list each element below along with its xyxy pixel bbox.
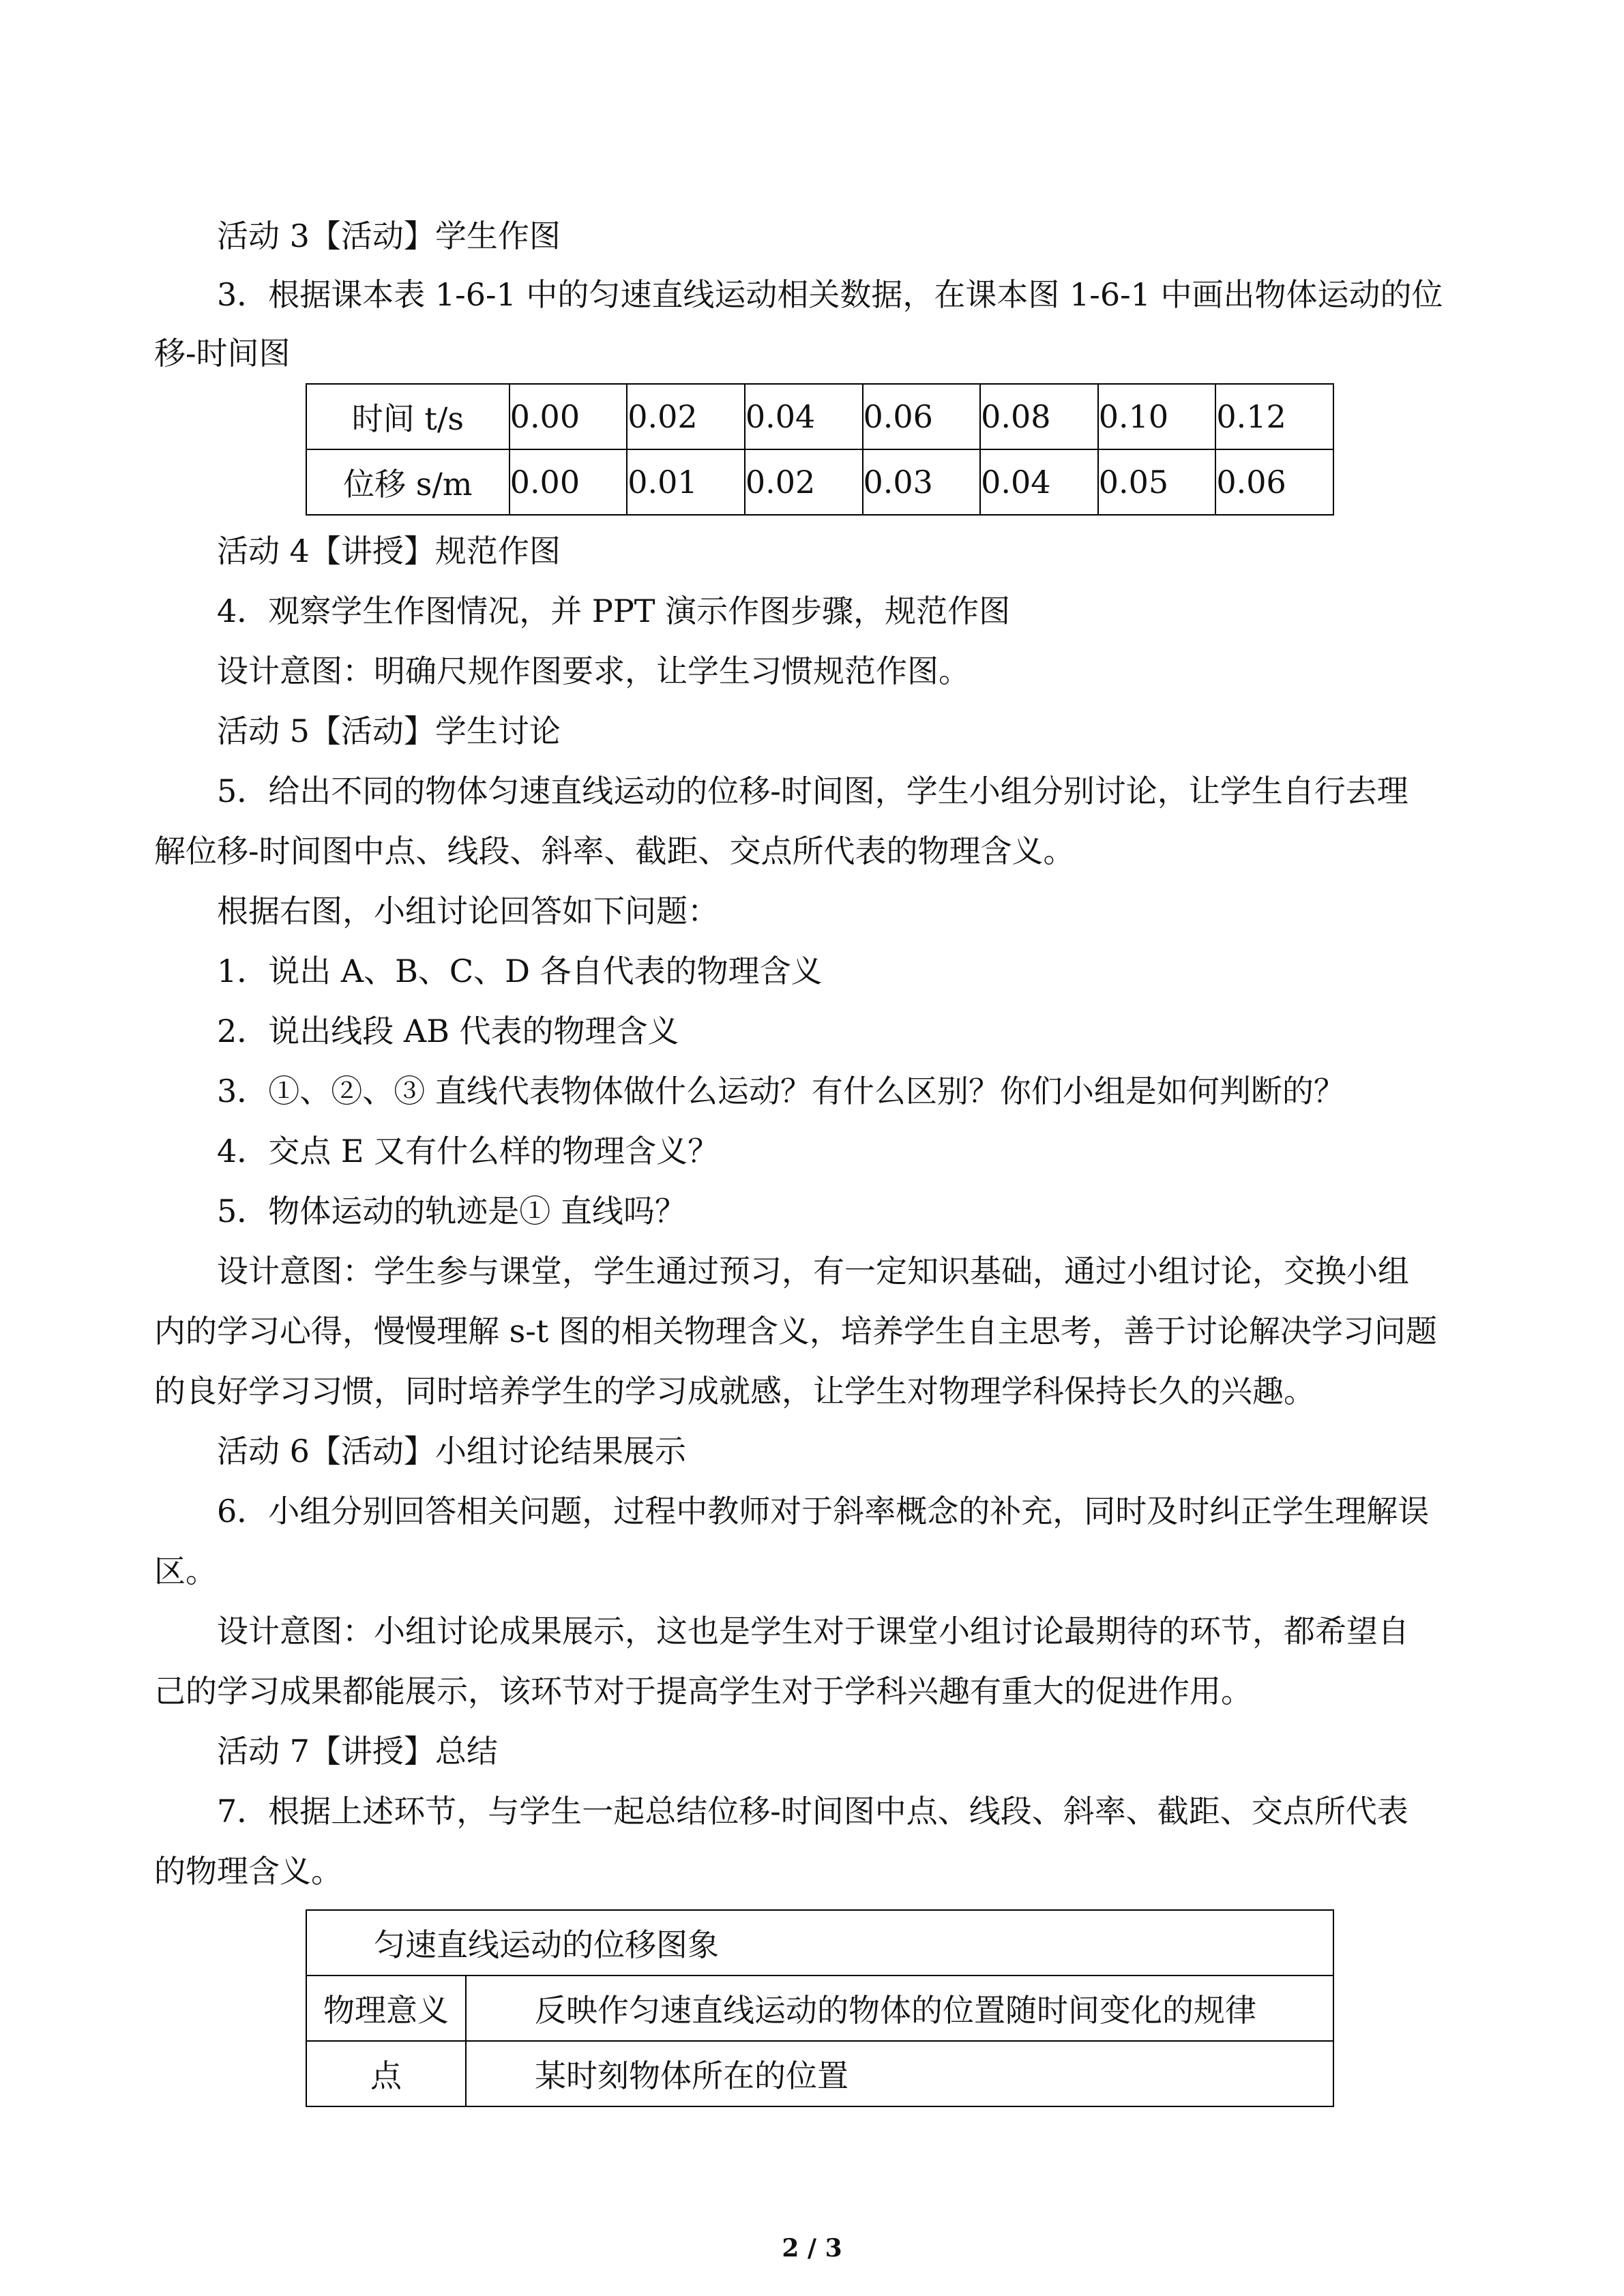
table-row bbox=[306, 2041, 1333, 2106]
page-number: 2 / 3 bbox=[782, 2234, 842, 2263]
row-text: 反映作匀速直线运动的物体的位置随时间变化的规律 bbox=[466, 1976, 1333, 2041]
design-intent-2-cont: 内的学习心得，慢慢理解 s-t 图的相关物理含义，培养学生自主思考，善于讨论解决学习问题 bbox=[154, 1313, 1437, 1350]
table-cell: 0.00 bbox=[510, 384, 628, 449]
time-displacement-table bbox=[306, 383, 1334, 516]
table-cell: 0.08 bbox=[980, 384, 1098, 449]
summary-title: 匀速直线运动的位移图象 bbox=[306, 1910, 1333, 1976]
table-cell: 0.00 bbox=[510, 449, 628, 515]
activity-7-heading: 活动 7【讲授】总结 bbox=[217, 1733, 498, 1770]
paragraph-7: 7．根据上述环节，与学生一起总结位移-时间图中点、线段、斜率、截距、交点所代表 bbox=[217, 1793, 1408, 1830]
table-cell: 0.06 bbox=[863, 384, 981, 449]
table-cell: 0.01 bbox=[627, 449, 745, 515]
question-1: 1．说出 A、B、C、D 各自代表的物理含义 bbox=[217, 953, 823, 989]
activity-4-heading: 活动 4【讲授】规范作图 bbox=[217, 533, 561, 569]
table-cell: 0.12 bbox=[1215, 384, 1333, 449]
paragraph-3: 3．根据课本表 1-6-1 中的匀速直线运动相关数据，在课本图 1-6-1 中画出物体运动的位 bbox=[217, 276, 1443, 313]
paragraph-5: 5．给出不同的物体匀速直线运动的位移-时间图，学生小组分别讨论，让学生自行去理 bbox=[217, 773, 1408, 809]
activity-6-heading: 活动 6【活动】小组讨论结果展示 bbox=[217, 1433, 686, 1470]
design-intent-3: 设计意图：小组讨论成果展示，这也是学生对于课堂小组讨论最期待的环节，都希望自 bbox=[217, 1613, 1409, 1650]
paragraph-6-cont: 区。 bbox=[154, 1553, 217, 1590]
table-cell: 0.10 bbox=[1098, 384, 1216, 449]
table-cell: 0.05 bbox=[1098, 449, 1216, 515]
paragraph-7-cont: 的物理含义。 bbox=[154, 1853, 342, 1890]
paragraph-5-cont: 解位移-时间图中点、线段、斜率、截距、交点所代表的物理含义。 bbox=[154, 833, 1075, 869]
question-3: 3．①、②、③ 直线代表物体做什么运动？有什么区别？你们小组是如何判断的？ bbox=[217, 1073, 1345, 1109]
activity-3-heading: 活动 3【活动】学生作图 bbox=[217, 218, 561, 254]
table-cell: 0.06 bbox=[1215, 449, 1333, 515]
table-row bbox=[306, 1910, 1333, 1976]
paragraph-6: 6．小组分别回答相关问题，过程中教师对于斜率概念的补充，同时及时纠正学生理解误 bbox=[217, 1493, 1430, 1530]
paragraph-3-cont: 移-时间图 bbox=[154, 335, 291, 372]
summary-table bbox=[306, 1909, 1334, 2107]
question-5: 5．物体运动的轨迹是① 直线吗？ bbox=[217, 1193, 686, 1229]
displacement-header: 位移 s/m bbox=[306, 449, 510, 515]
table-row bbox=[306, 449, 1333, 515]
activity-5-heading: 活动 5【活动】学生讨论 bbox=[217, 713, 561, 749]
table-row bbox=[306, 384, 1333, 449]
discussion-intro: 根据右图，小组讨论回答如下问题： bbox=[217, 893, 719, 929]
question-2: 2．说出线段 AB 代表的物理含义 bbox=[217, 1013, 679, 1049]
table-cell: 0.02 bbox=[627, 384, 745, 449]
table-cell: 0.04 bbox=[745, 384, 863, 449]
question-4: 4．交点 E 又有什么样的物理含义？ bbox=[217, 1133, 720, 1169]
table-cell: 0.04 bbox=[980, 449, 1098, 515]
design-intent-3-cont: 己的学习成果都能展示，该环节对于提高学生对于学科兴趣有重大的促进作用。 bbox=[154, 1673, 1252, 1710]
design-intent-1: 设计意图：明确尺规作图要求，让学生习惯规范作图。 bbox=[217, 653, 970, 689]
row-text: 某时刻物体所在的位置 bbox=[466, 2041, 1333, 2106]
table-cell: 0.02 bbox=[745, 449, 863, 515]
time-header: 时间 t/s bbox=[306, 384, 510, 449]
design-intent-2: 设计意图：学生参与课堂，学生通过预习，有一定知识基础，通过小组讨论，交换小组 bbox=[217, 1253, 1409, 1289]
row-label: 点 bbox=[306, 2041, 466, 2106]
paragraph-4: 4．观察学生作图情况，并 PPT 演示作图步骤，规范作图 bbox=[217, 593, 1011, 629]
row-label: 物理意义 bbox=[306, 1976, 466, 2041]
table-row bbox=[306, 1976, 1333, 2041]
table-cell: 0.03 bbox=[863, 449, 981, 515]
design-intent-2-cont: 的良好学习习惯，同时培养学生的学习成就感，让学生对物理学科保持长久的兴趣。 bbox=[154, 1373, 1315, 1410]
